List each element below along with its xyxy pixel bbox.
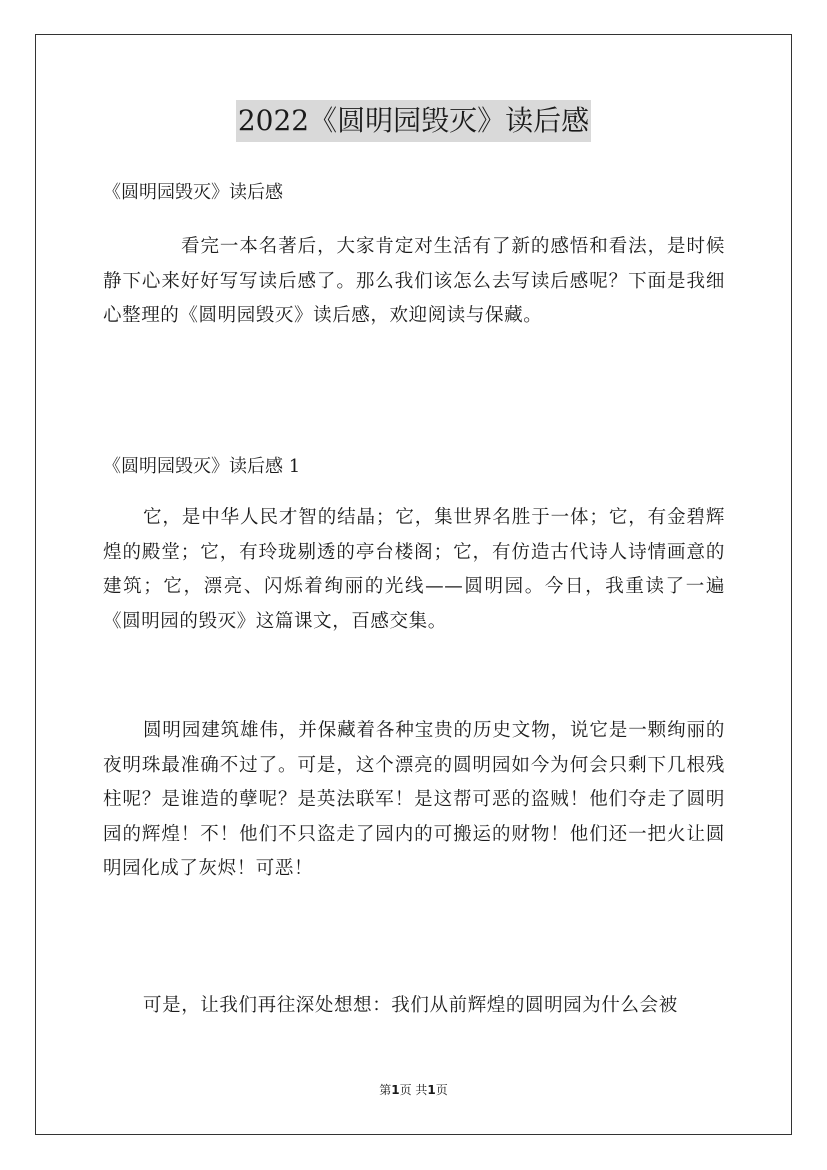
footer-total-pages: 1 — [427, 1083, 436, 1097]
body-paragraph-1: 它，是中华人民才智的结晶；它，集世界名胜于一体；它，有金碧辉煌的殿堂；它，有玲珑剔透的亭台楼阁；它，有仿造古代诗人诗情画意的建筑；它，漂亮、闪烁着绚丽的光线——圆明园。今日，我重读了一遍《圆明园的毁灭》这篇课文，百感交集。 — [103, 507, 725, 632]
footer-prefix: 第 — [379, 1083, 392, 1097]
footer-current-page: 1 — [391, 1083, 400, 1097]
title-container — [0, 100, 827, 142]
footer-suffix: 页 — [435, 1083, 448, 1097]
intro-paragraph: 看完一本名著后，大家肯定对生活有了新的感悟和看法，是时候静下心来好好写写读后感了。那么我们该怎么去写读后感呢？下面是我细心整理的《圆明园毁灭》读后感，欢迎阅读与保藏。 — [103, 236, 725, 327]
document-title: 2022《圆明园毁灭》读后感 — [236, 100, 591, 142]
page-footer — [0, 1082, 827, 1098]
footer-mid: 页 共 — [399, 1083, 428, 1097]
section-heading: 《圆明园毁灭》读后感 1 — [103, 456, 301, 477]
body-paragraph-2: 圆明园建筑雄伟，并保藏着各种宝贵的历史文物，说它是一颗绚丽的夜明珠最准确不过了。可是，这个漂亮的圆明园如今为何会只剩下几根残柱呢？是谁造的孽呢？是英法联军！是这帮可恶的盗贼！他们夺走了圆明园的辉煌！不！他们不只盗走了园内的可搬运的财物！他们还一把火让圆明园化成了灰烬！可恶！ — [103, 720, 725, 880]
document-subtitle: 《圆明园毁灭》读后感 — [103, 182, 283, 203]
body-paragraph-3: 可是，让我们再往深处想想：我们从前辉煌的圆明园为什么会被 — [143, 995, 678, 1016]
